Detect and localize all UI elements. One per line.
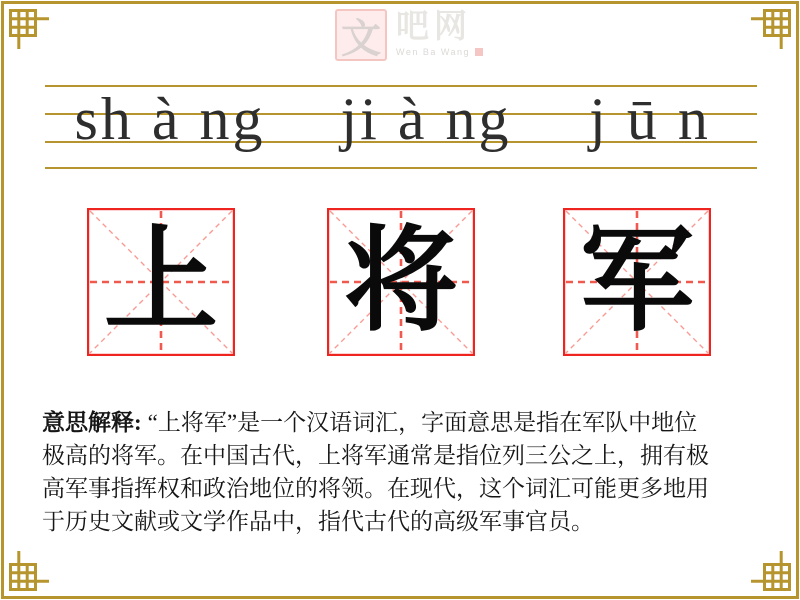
site-subtitle: Wen Ba Wang [396, 47, 471, 57]
lattice-corner-icon [5, 551, 49, 595]
explanation-label: 意思解释: [42, 410, 142, 435]
hanzi-character: 军 [579, 218, 694, 345]
site-watermark [335, 9, 483, 61]
meaning-explanation [42, 406, 767, 538]
mizige-grid [327, 208, 475, 356]
pinyin-staff-line [45, 167, 757, 169]
lattice-corner-icon [751, 5, 795, 49]
pinyin-syllable: j ū n [589, 86, 711, 152]
seal-character: 文 [341, 15, 381, 61]
explanation-line: 于历史文献或文学作品中，指代古代的高级军事官员。 [42, 509, 594, 534]
hanzi-character: 上 [103, 218, 218, 345]
pinyin-syllable: sh à ng [74, 86, 266, 152]
mizige-grid [563, 208, 711, 356]
seal-logo-icon [335, 9, 387, 61]
lattice-corner-icon [5, 5, 49, 49]
site-name: 吧网 [396, 9, 472, 45]
explanation-line: 极高的将军。在中国古代，上将军通常是指位列三公之上，拥有极 [42, 443, 709, 468]
mizige-grid [87, 208, 235, 356]
explanation-line: 高军事指挥权和政治地位的将领。在现代，这个词汇可能更多地用 [42, 476, 709, 501]
lattice-corner-icon [751, 551, 795, 595]
logo-accent-square-icon [475, 48, 483, 56]
hanzi-character: 将 [343, 218, 458, 345]
pinyin-syllable: ji à ng [340, 86, 512, 152]
explanation-line: “上将军”是一个汉语词汇，字面意思是指在军队中地位 [147, 410, 698, 435]
